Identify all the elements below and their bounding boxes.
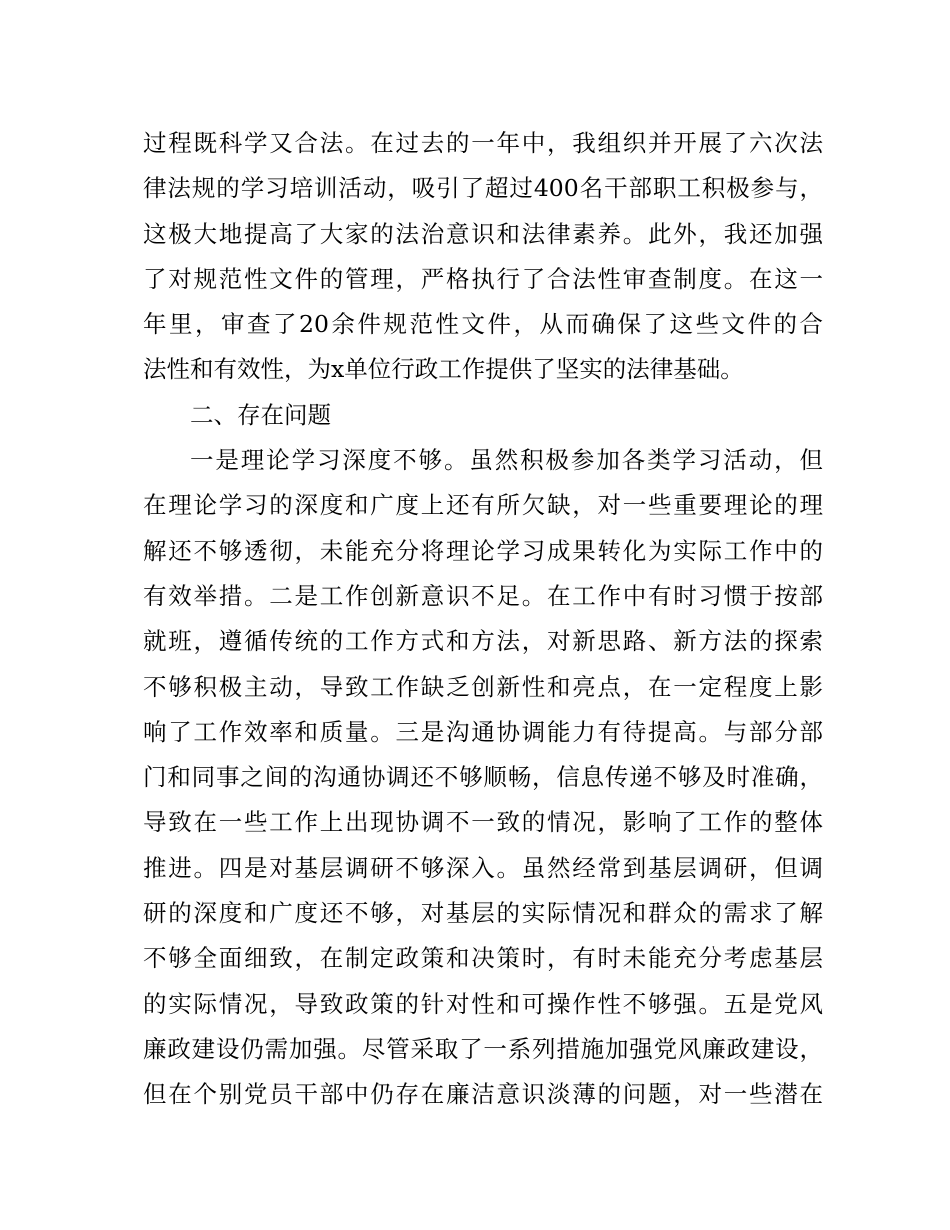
text-line: 就班，遵循传统的工作方式和方法，对新思路、新方法的探索 bbox=[143, 627, 823, 656]
text-line: 研的深度和广度还不够，对基层的实际情况和群众的需求了解 bbox=[143, 899, 823, 928]
document-body bbox=[143, 121, 823, 1118]
text-line: 过程既科学又合法。在过去的一年中，我组织并开展了六次法 bbox=[143, 129, 823, 157]
text-line: 的实际情况，导致政策的针对性和可操作性不够强。五是党风 bbox=[143, 989, 823, 1018]
text-line: 门和同事之间的沟通协调还不够顺畅，信息传递不够及时准确， bbox=[143, 763, 823, 792]
text-line: 法性和有效性，为x单位行政工作提供了坚实的法律基础。 bbox=[143, 355, 744, 384]
heading-line: 二、存在问题 bbox=[190, 400, 331, 429]
text-line: 不够积极主动，导致工作缺乏创新性和亮点，在一定程度上影 bbox=[143, 672, 823, 701]
text-line: 一是理论学习深度不够。虽然积极参加各类学习活动，但 bbox=[190, 446, 823, 475]
text-line: 年里，审查了20余件规范性文件，从而确保了这些文件的合 bbox=[143, 310, 823, 339]
text-line: 但在个别党员干部中仍存在廉洁意识淡薄的问题，对一些潜在 bbox=[143, 1080, 823, 1109]
text-line: 廉政建设仍需加强。尽管采取了一系列措施加强党风廉政建设， bbox=[143, 1034, 823, 1063]
text-line: 了对规范性文件的管理，严格执行了合法性审查制度。在这一 bbox=[143, 264, 823, 293]
text-line: 解还不够透彻，未能充分将理论学习成果转化为实际工作中的 bbox=[143, 536, 823, 565]
text-line: 律法规的学习培训活动，吸引了超过400名干部职工积极参与， bbox=[143, 174, 823, 203]
text-line: 推进。四是对基层调研不够深入。虽然经常到基层调研，但调 bbox=[143, 853, 823, 882]
section-heading bbox=[143, 393, 823, 438]
text-line: 导致在一些工作上出现协调不一致的情况，影响了工作的整体 bbox=[143, 808, 823, 837]
text-line: 不够全面细致，在制定政策和决策时，有时未能充分考虑基层 bbox=[143, 944, 823, 973]
paragraph-problems bbox=[143, 438, 823, 1117]
text-line: 在理论学习的深度和广度上还有所欠缺，对一些重要理论的理 bbox=[143, 491, 823, 520]
text-line: 有效举措。二是工作创新意识不足。在工作中有时习惯于按部 bbox=[143, 581, 823, 610]
paragraph-legal-work bbox=[143, 121, 823, 393]
text-line: 这极大地提高了大家的法治意识和法律素养。此外，我还加强 bbox=[143, 219, 823, 248]
text-line: 响了工作效率和质量。三是沟通协调能力有待提高。与部分部 bbox=[143, 717, 823, 746]
